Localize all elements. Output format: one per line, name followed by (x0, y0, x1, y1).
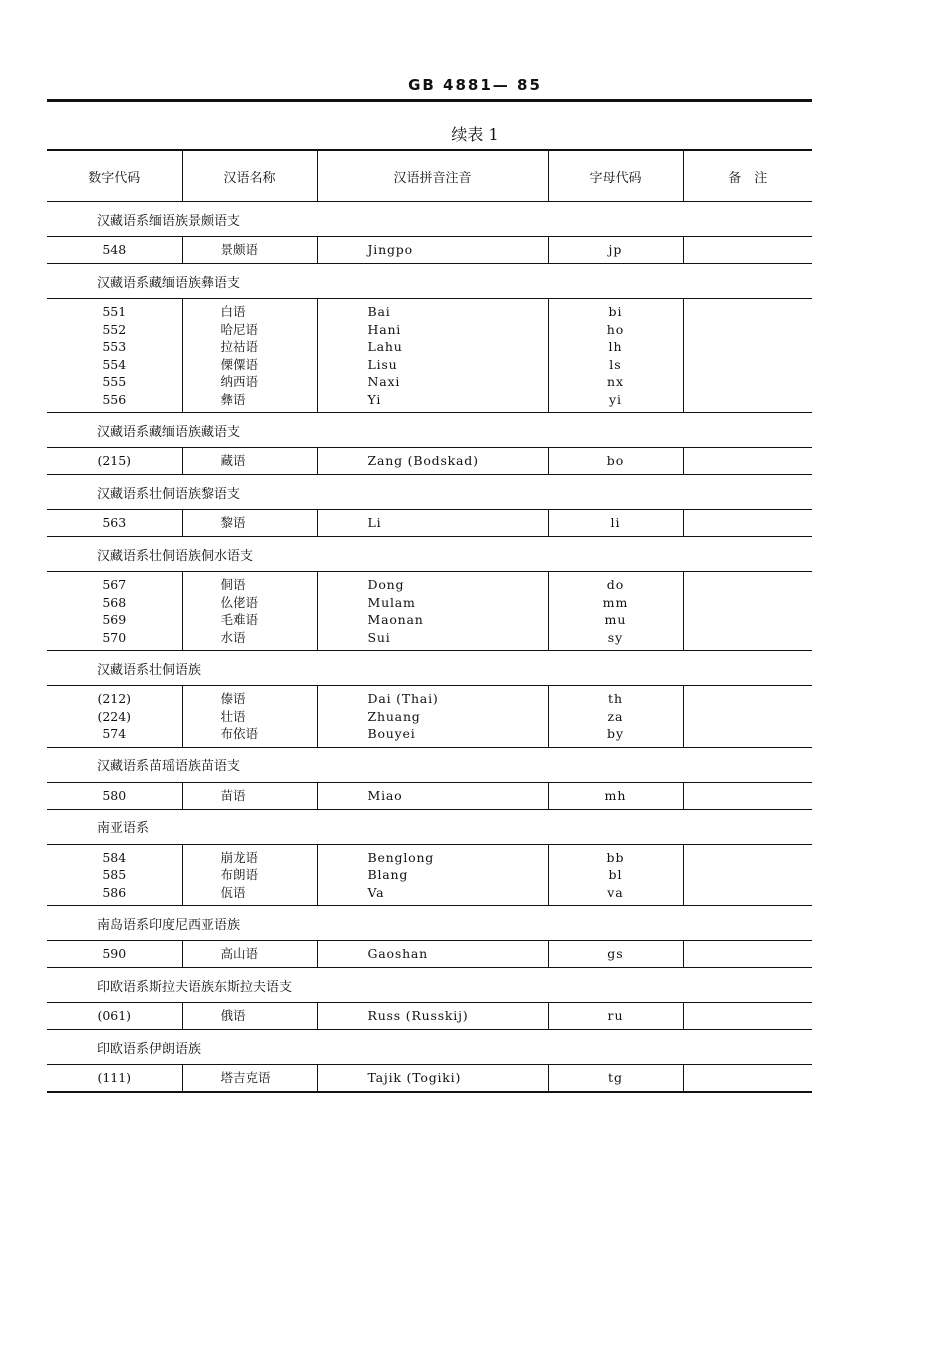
column-header-chinese-name: 汉语名称 (182, 150, 317, 202)
letter-code-entry: li (610, 515, 621, 531)
language-group-heading: 印欧语系伊朗语族 (47, 1030, 812, 1065)
numeric-code-entry: 586 (102, 884, 127, 900)
pinyin-cell (317, 1003, 548, 1030)
pinyin-cell (317, 299, 548, 413)
pinyin-entry: Dong (367, 577, 405, 592)
pinyin-entry: Lisu (367, 356, 398, 372)
pinyin-cell (317, 510, 548, 537)
letter-code-cell (548, 686, 683, 748)
letter-code-entry: ho (606, 321, 625, 337)
pinyin-entry: Zhuang (367, 708, 421, 724)
pinyin-entry: Jingpo (367, 242, 413, 258)
remarks-cell (683, 510, 812, 537)
chinese-name-cell (182, 941, 317, 968)
numeric-code-entry: 563 (102, 515, 127, 531)
numeric-code-entry: (215) (97, 453, 132, 469)
letter-code-entry: sy (607, 629, 624, 645)
chinese-name-entry: 景颇语 (220, 242, 259, 258)
numeric-code-entry: 567 (102, 577, 127, 592)
letter-code-entry: tg (607, 1070, 624, 1086)
language-group-heading: 汉藏语系缅语族景颇语支 (47, 202, 812, 237)
pinyin-entry: Bouyei (367, 726, 416, 741)
chinese-name-entry: 仫佬语 (220, 594, 259, 610)
letter-code-cell (548, 844, 683, 906)
numeric-code-cell (47, 299, 182, 413)
chinese-name-entry: 毛难语 (220, 612, 259, 627)
group-heading-row (47, 809, 812, 844)
chinese-name-entry: 布朗语 (220, 867, 259, 882)
pinyin-entry: Hani (367, 321, 402, 337)
remarks-cell (683, 1003, 812, 1030)
letter-code-cell (548, 1003, 683, 1030)
letter-code-entry: nx (606, 374, 625, 389)
chinese-name-entry: 俄语 (220, 1008, 246, 1024)
language-group-heading: 汉藏语系苗瑶语族苗语支 (47, 747, 812, 782)
table-row (47, 844, 812, 906)
chinese-name-cell (182, 448, 317, 475)
pinyin-cell (317, 572, 548, 651)
chinese-name-cell (182, 510, 317, 537)
numeric-code-entry: (212) (97, 691, 132, 706)
pinyin-cell (317, 448, 548, 475)
table-row (47, 237, 812, 264)
letter-code-entry: yi (608, 391, 623, 407)
table-body (47, 202, 812, 1093)
pinyin-entry: Va (367, 884, 385, 900)
pinyin-entry: Naxi (367, 374, 401, 389)
letter-code-entry: by (606, 726, 625, 741)
letter-code-cell (548, 572, 683, 651)
table-row (47, 1003, 812, 1030)
group-heading-row (47, 413, 812, 448)
numeric-code-entry: 570 (102, 629, 127, 645)
numeric-code-cell (47, 237, 182, 264)
language-group-heading: 汉藏语系壮侗语族黎语支 (47, 475, 812, 510)
numeric-code-entry: 551 (102, 304, 127, 319)
numeric-code-cell (47, 844, 182, 906)
letter-code-entry: ls (609, 356, 622, 372)
chinese-name-cell (182, 237, 317, 264)
letter-code-entry: za (607, 708, 624, 724)
column-header-remarks: 备 注 (683, 150, 812, 202)
table-row (47, 510, 812, 537)
chinese-name-entry: 彝语 (220, 391, 246, 407)
remarks-cell (683, 572, 812, 651)
pinyin-entry: Miao (367, 787, 403, 803)
column-header-numeric-code: 数字代码 (47, 150, 182, 202)
pinyin-entry: Gaoshan (367, 946, 429, 962)
chinese-name-cell (182, 844, 317, 906)
numeric-code-entry: 555 (102, 374, 127, 389)
language-group-heading: 汉藏语系藏缅语族藏语支 (47, 413, 812, 448)
numeric-code-cell (47, 448, 182, 475)
letter-code-entry: va (607, 884, 624, 900)
pinyin-entry: Russ (Russkij) (367, 1008, 469, 1024)
chinese-name-entry: 布依语 (220, 726, 259, 741)
numeric-code-entry: 584 (102, 849, 127, 865)
numeric-code-entry: (224) (97, 708, 132, 724)
group-heading-row (47, 264, 812, 299)
numeric-code-cell (47, 1003, 182, 1030)
table-row (47, 686, 812, 748)
chinese-name-entry: 白语 (220, 304, 246, 319)
pinyin-entry: Zang (Bodskad) (367, 453, 479, 469)
pinyin-cell (317, 686, 548, 748)
letter-code-entry: mm (602, 594, 629, 610)
chinese-name-entry: 佤语 (220, 884, 246, 900)
language-code-table (47, 149, 812, 1093)
letter-code-entry: jp (608, 242, 623, 258)
numeric-code-entry: 548 (102, 242, 127, 258)
remarks-cell (683, 844, 812, 906)
chinese-name-entry: 黎语 (220, 515, 246, 531)
numeric-code-cell (47, 510, 182, 537)
letter-code-cell (548, 941, 683, 968)
numeric-code-entry: 590 (102, 946, 127, 962)
pinyin-entry: Bai (367, 304, 391, 319)
numeric-code-cell (47, 941, 182, 968)
group-heading-row (47, 906, 812, 941)
pinyin-entry: Maonan (367, 612, 424, 627)
chinese-name-cell (182, 1065, 317, 1093)
chinese-name-entry: 壮语 (220, 708, 246, 724)
letter-code-cell (548, 237, 683, 264)
chinese-name-entry: 纳西语 (220, 374, 259, 389)
pinyin-entry: Blang (367, 867, 409, 882)
remarks-cell (683, 1065, 812, 1093)
column-header-pinyin: 汉语拼音注音 (317, 150, 548, 202)
numeric-code-entry: 585 (102, 867, 127, 882)
pinyin-entry: Dai (Thai) (367, 691, 439, 706)
remarks-cell (683, 237, 812, 264)
table-row (47, 782, 812, 809)
numeric-code-entry: (111) (97, 1070, 132, 1086)
chinese-name-entry: 塔吉克语 (220, 1070, 271, 1086)
pinyin-entry: Sui (367, 629, 391, 645)
pinyin-entry: Li (367, 515, 382, 531)
pinyin-entry: Lahu (367, 339, 403, 354)
letter-code-entry: do (606, 577, 625, 592)
chinese-name-cell (182, 1003, 317, 1030)
pinyin-entry: Benglong (367, 849, 435, 865)
chinese-name-cell (182, 299, 317, 413)
group-heading-row (47, 747, 812, 782)
group-heading-row (47, 1030, 812, 1065)
table-row (47, 448, 812, 475)
letter-code-cell (548, 448, 683, 475)
pinyin-cell (317, 941, 548, 968)
letter-code-entry: mu (604, 612, 627, 627)
letter-code-entry: mh (604, 787, 627, 803)
language-group-heading: 印欧语系斯拉夫语族东斯拉夫语支 (47, 968, 812, 1003)
chinese-name-entry: 傣语 (220, 691, 246, 706)
numeric-code-entry: 568 (102, 594, 127, 610)
numeric-code-entry: 553 (102, 339, 127, 354)
letter-code-cell (548, 782, 683, 809)
chinese-name-entry: 崩龙语 (220, 849, 259, 865)
letter-code-entry: gs (607, 946, 624, 962)
remarks-cell (683, 782, 812, 809)
chinese-name-entry: 高山语 (220, 946, 259, 962)
pinyin-entry: Mulam (367, 594, 416, 610)
table-row (47, 941, 812, 968)
letter-code-entry: ru (607, 1008, 624, 1024)
chinese-name-entry: 拉祜语 (220, 339, 259, 354)
language-group-heading: 汉藏语系藏缅语族彝语支 (47, 264, 812, 299)
pinyin-cell (317, 782, 548, 809)
language-group-heading: 南岛语系印度尼西亚语族 (47, 906, 812, 941)
document-header: GB 4881— 85 (408, 76, 542, 94)
pinyin-cell (317, 1065, 548, 1093)
table-title: 续表 1 (451, 125, 499, 144)
header-rule (47, 99, 812, 102)
numeric-code-entry: (061) (97, 1008, 132, 1024)
chinese-name-entry: 侗语 (220, 577, 246, 592)
group-heading-row (47, 537, 812, 572)
numeric-code-entry: 574 (102, 726, 127, 741)
letter-code-cell (548, 1065, 683, 1093)
chinese-name-entry: 藏语 (220, 453, 246, 469)
numeric-code-cell (47, 686, 182, 748)
chinese-name-entry: 水语 (220, 629, 246, 645)
remarks-cell (683, 686, 812, 748)
pinyin-entry: Yi (367, 391, 382, 407)
pinyin-cell (317, 237, 548, 264)
remarks-cell (683, 448, 812, 475)
numeric-code-entry: 569 (102, 612, 127, 627)
chinese-name-cell (182, 572, 317, 651)
numeric-code-cell (47, 1065, 182, 1093)
group-heading-row (47, 968, 812, 1003)
group-heading-row (47, 651, 812, 686)
chinese-name-entry: 苗语 (220, 787, 246, 803)
numeric-code-cell (47, 782, 182, 809)
chinese-name-entry: 哈尼语 (220, 321, 259, 337)
column-header-letter-code: 字母代码 (548, 150, 683, 202)
remarks-cell (683, 299, 812, 413)
numeric-code-entry: 554 (102, 356, 127, 372)
numeric-code-entry: 552 (102, 321, 127, 337)
chinese-name-cell (182, 782, 317, 809)
letter-code-entry: bb (606, 849, 625, 865)
table-row (47, 572, 812, 651)
letter-code-entry: bi (608, 304, 623, 319)
letter-code-entry: bl (608, 867, 623, 882)
table-row (47, 1065, 812, 1093)
group-heading-row (47, 202, 812, 237)
chinese-name-cell (182, 686, 317, 748)
numeric-code-entry: 556 (102, 391, 127, 407)
pinyin-cell (317, 844, 548, 906)
table-row (47, 299, 812, 413)
group-heading-row (47, 475, 812, 510)
language-group-heading: 南亚语系 (47, 809, 812, 844)
language-group-heading: 汉藏语系壮侗语族侗水语支 (47, 537, 812, 572)
numeric-code-entry: 580 (102, 787, 127, 803)
table-header-row (47, 150, 812, 202)
chinese-name-entry: 傈僳语 (220, 356, 259, 372)
letter-code-cell (548, 510, 683, 537)
remarks-cell (683, 941, 812, 968)
pinyin-entry: Tajik (Togiki) (367, 1070, 462, 1086)
letter-code-entry: th (607, 691, 624, 706)
numeric-code-cell (47, 572, 182, 651)
letter-code-cell (548, 299, 683, 413)
letter-code-entry: bo (606, 453, 625, 469)
language-group-heading: 汉藏语系壮侗语族 (47, 651, 812, 686)
letter-code-entry: lh (608, 339, 623, 354)
